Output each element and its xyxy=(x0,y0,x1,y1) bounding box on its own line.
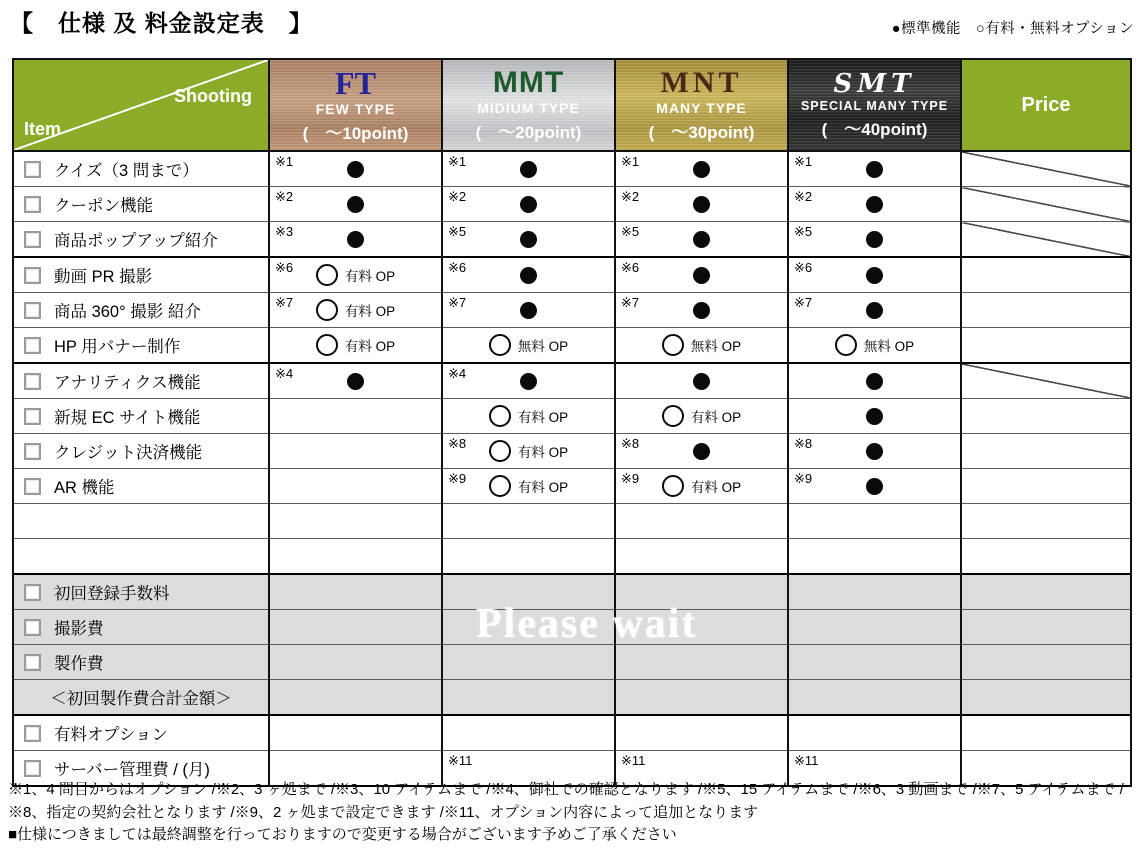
type-cell-mnt xyxy=(615,257,788,293)
type-cell-mmt xyxy=(442,469,615,504)
open-circle-icon xyxy=(662,475,684,497)
footnote-ref: ※5 xyxy=(794,224,813,239)
item-cell xyxy=(13,715,269,751)
type-cell-mmt xyxy=(442,645,615,680)
row-checkbox[interactable] xyxy=(24,231,41,248)
footnote-ref: ※5 xyxy=(621,224,640,239)
price-cell xyxy=(961,715,1131,751)
filled-circle-icon xyxy=(866,478,883,495)
footnote-ref: ※8 xyxy=(621,436,640,451)
corner-shooting-label: Shooting xyxy=(174,86,252,106)
filled-circle-icon xyxy=(866,408,883,425)
ft-point-range: ( ～10point) xyxy=(302,123,409,143)
filled-circle-icon xyxy=(693,196,710,213)
item-cell xyxy=(13,539,269,575)
table-row xyxy=(13,539,1131,575)
option-label: 無料 OP xyxy=(863,339,915,354)
item-cell xyxy=(13,680,269,716)
filled-circle-icon xyxy=(866,196,883,213)
row-checkbox[interactable] xyxy=(24,443,41,460)
row-label: クイズ（3 問まで） xyxy=(54,162,199,180)
footnote-ref: ※11 xyxy=(448,753,473,768)
row-checkbox[interactable] xyxy=(24,302,41,319)
option-label: 有料 OP xyxy=(517,480,569,495)
footnote-ref: ※8 xyxy=(794,436,813,451)
row-label: 動画 PR 撮影 xyxy=(54,268,153,286)
mnt-type-name: MANY TYPE xyxy=(656,99,747,116)
table-body xyxy=(13,151,1131,786)
filled-circle-icon xyxy=(520,267,537,284)
type-cell-smt xyxy=(788,469,961,504)
mmt-code-label: MMT xyxy=(492,65,565,99)
option-label: 有料 OP xyxy=(690,410,742,425)
type-cell-mmt xyxy=(442,680,615,716)
type-cell-mnt xyxy=(615,293,788,328)
type-cell-mnt xyxy=(615,399,788,434)
row-label: HP 用バナー制作 xyxy=(54,338,181,356)
type-cell-ft xyxy=(269,645,442,680)
type-cell-mnt xyxy=(615,328,788,364)
open-circle-icon xyxy=(662,405,684,427)
type-cell-mnt xyxy=(615,187,788,222)
row-label: クレジット決済機能 xyxy=(54,444,203,462)
row-checkbox[interactable] xyxy=(24,725,41,742)
footnote-ref: ※7 xyxy=(448,295,467,310)
footnote-ref: ※1 xyxy=(794,154,813,169)
footnote-ref: ※6 xyxy=(794,260,813,275)
footnote-ref: ※1 xyxy=(275,154,294,169)
table-row xyxy=(13,293,1131,328)
type-cell-mmt xyxy=(442,539,615,575)
type-cell-mmt xyxy=(442,434,615,469)
type-cell-ft xyxy=(269,293,442,328)
filled-circle-icon xyxy=(693,231,710,248)
footnote-notes: ※1、4 問目からはオプション /※2、3 ヶ処まで /※3、10 アイテムまで /※4、御社での確認となります /※5、15 アイテムまで /※6、3 動画まで /※7、5 アイテムまで /※8、指定の契約会社となります /※9、2 ヶ処まで設定できます /※11、オプション内容によって追加となります xyxy=(8,781,1124,821)
footnote-ref: ※2 xyxy=(621,189,640,204)
smt-point-range: ( ～40point) xyxy=(821,119,928,139)
filled-circle-icon xyxy=(347,373,364,390)
row-checkbox[interactable] xyxy=(24,619,41,636)
table-row xyxy=(13,222,1131,258)
item-cell xyxy=(13,610,269,645)
price-cell xyxy=(961,610,1131,645)
price-cell xyxy=(961,151,1131,187)
table-row xyxy=(13,715,1131,751)
type-cell-smt xyxy=(788,715,961,751)
type-cell-mnt xyxy=(615,680,788,716)
type-cell-mmt xyxy=(442,363,615,399)
row-checkbox[interactable] xyxy=(24,654,41,671)
mnt-code-label: MNT xyxy=(660,65,743,99)
legend-standard-option: ●標準機能 ○有料・無料オプション xyxy=(891,21,1134,37)
row-checkbox[interactable] xyxy=(24,196,41,213)
type-cell-ft xyxy=(269,151,442,187)
type-cell-ft xyxy=(269,680,442,716)
type-cell-smt xyxy=(788,539,961,575)
type-cell-ft xyxy=(269,715,442,751)
footnote-ref: ※2 xyxy=(275,189,294,204)
corner-item-label: Item xyxy=(24,119,62,139)
type-cell-mmt xyxy=(442,715,615,751)
type-cell-mnt xyxy=(615,715,788,751)
table-row xyxy=(13,504,1131,539)
table-row xyxy=(13,257,1131,293)
type-cell-smt xyxy=(788,151,961,187)
footnote-ref: ※5 xyxy=(448,224,467,239)
table-row xyxy=(13,187,1131,222)
row-label: 商品 360° 撮影 紹介 xyxy=(54,303,201,321)
footnote-ref: ※1 xyxy=(448,154,467,169)
footnote-ref: ※9 xyxy=(448,471,467,486)
table-row xyxy=(13,363,1131,399)
filled-circle-icon xyxy=(347,196,364,213)
type-cell-ft xyxy=(269,363,442,399)
filled-circle-icon xyxy=(693,267,710,284)
filled-circle-icon xyxy=(693,161,710,178)
type-cell-ft xyxy=(269,257,442,293)
price-cell xyxy=(961,222,1131,258)
footnote-disclaimer: ■仕様につきましては最終調整を行っておりますので変更する場合がございます予めご了承ください xyxy=(8,826,677,843)
filled-circle-icon xyxy=(866,373,883,390)
row-label: 新規 EC サイト機能 xyxy=(54,409,201,427)
footnote-ref: ※6 xyxy=(448,260,467,275)
row-label: 製作費 xyxy=(54,655,104,673)
price-cell xyxy=(961,434,1131,469)
price-cell xyxy=(961,469,1131,504)
option-label: 無料 OP xyxy=(517,339,569,354)
item-cell xyxy=(13,399,269,434)
type-cell-smt xyxy=(788,574,961,610)
type-cell-smt xyxy=(788,645,961,680)
price-cell xyxy=(961,363,1131,399)
filled-circle-icon xyxy=(866,302,883,319)
row-checkbox[interactable] xyxy=(24,161,41,178)
filled-circle-icon xyxy=(520,161,537,178)
type-cell-mmt xyxy=(442,187,615,222)
row-checkbox[interactable] xyxy=(24,373,41,390)
type-cell-ft xyxy=(269,434,442,469)
row-checkbox[interactable] xyxy=(24,408,41,425)
row-label: 初回登録手数料 xyxy=(54,585,170,603)
filled-circle-icon xyxy=(520,196,537,213)
item-cell xyxy=(13,293,269,328)
table-header xyxy=(13,59,1131,151)
filled-circle-icon xyxy=(520,302,537,319)
type-cell-ft xyxy=(269,610,442,645)
item-cell xyxy=(13,328,269,364)
footnote-ref: ※7 xyxy=(794,295,813,310)
smt-code-label: SMT xyxy=(833,68,916,99)
price-cell xyxy=(961,399,1131,434)
type-cell-mmt xyxy=(442,293,615,328)
type-cell-ft xyxy=(269,504,442,539)
row-label: クーポン機能 xyxy=(54,197,153,215)
type-cell-mnt xyxy=(615,539,788,575)
type-cell-smt xyxy=(788,187,961,222)
footnote-ref: ※4 xyxy=(275,366,294,381)
item-cell xyxy=(13,257,269,293)
type-cell-mnt xyxy=(615,469,788,504)
type-cell-ft xyxy=(269,187,442,222)
open-circle-icon xyxy=(316,264,338,286)
table-row xyxy=(13,151,1131,187)
type-cell-mmt xyxy=(442,504,615,539)
type-cell-mnt xyxy=(615,434,788,469)
type-cell-ft xyxy=(269,574,442,610)
filled-circle-icon xyxy=(866,161,883,178)
option-label: 有料 OP xyxy=(517,410,569,425)
table-row xyxy=(13,680,1131,716)
type-cell-smt xyxy=(788,504,961,539)
open-circle-icon xyxy=(489,405,511,427)
item-cell xyxy=(13,363,269,399)
option-label: 有料 OP xyxy=(517,445,569,460)
option-label: 有料 OP xyxy=(690,480,742,495)
mmt-point-range: ( ～20point) xyxy=(475,122,582,142)
type-cell-smt xyxy=(788,434,961,469)
please-wait-watermark: Please wait xyxy=(476,601,698,647)
row-label: AR 機能 xyxy=(54,479,115,497)
filled-circle-icon xyxy=(347,161,364,178)
open-circle-icon xyxy=(662,334,684,356)
type-cell-ft xyxy=(269,328,442,364)
item-cell xyxy=(13,504,269,539)
column-header-ft xyxy=(269,59,442,151)
footnote-ref: ※11 xyxy=(794,753,819,768)
footnote-ref: ※2 xyxy=(794,189,813,204)
table-row xyxy=(13,328,1131,364)
mmt-type-name: MIDIUM TYPE xyxy=(477,99,580,116)
column-header-mnt xyxy=(615,59,788,151)
footnote-ref: ※11 xyxy=(621,753,646,768)
type-cell-ft xyxy=(269,222,442,258)
type-cell-smt xyxy=(788,222,961,258)
filled-circle-icon xyxy=(520,373,537,390)
type-cell-mnt xyxy=(615,645,788,680)
footnote-ref: ※3 xyxy=(275,224,294,239)
corner-header-cell xyxy=(13,59,269,151)
type-cell-smt xyxy=(788,257,961,293)
item-cell xyxy=(13,151,269,187)
filled-circle-icon xyxy=(693,443,710,460)
spec-price-table xyxy=(12,58,1132,787)
option-label: 有料 OP xyxy=(344,304,396,319)
column-header-price: Price xyxy=(961,59,1131,151)
filled-circle-icon xyxy=(520,231,537,248)
type-cell-smt xyxy=(788,293,961,328)
option-label: 有料 OP xyxy=(344,339,396,354)
footnote-ref: ※6 xyxy=(621,260,640,275)
column-header-smt xyxy=(788,59,961,151)
filled-circle-icon xyxy=(866,231,883,248)
open-circle-icon xyxy=(489,475,511,497)
open-circle-icon xyxy=(316,299,338,321)
open-circle-icon xyxy=(316,334,338,356)
footnote-ref: ※7 xyxy=(275,295,294,310)
row-checkbox[interactable] xyxy=(24,337,41,354)
ft-type-name: FEW TYPE xyxy=(315,100,396,117)
type-cell-smt xyxy=(788,610,961,645)
type-cell-smt xyxy=(788,399,961,434)
filled-circle-icon xyxy=(347,231,364,248)
option-label: 有料 OP xyxy=(344,269,396,284)
type-cell-mnt xyxy=(615,363,788,399)
footnote-ref: ※8 xyxy=(448,436,467,451)
row-label: ＜初回製作費合計金額＞ xyxy=(50,690,232,708)
footnote-ref: ※2 xyxy=(448,189,467,204)
price-cell xyxy=(961,328,1131,364)
filled-circle-icon xyxy=(866,443,883,460)
row-checkbox[interactable] xyxy=(24,760,41,777)
footnote-ref: ※9 xyxy=(621,471,640,486)
page-title: 【 仕様 及 料金設定表 】 xyxy=(10,10,313,36)
row-label: アナリティクス機能 xyxy=(54,374,201,392)
filled-circle-icon xyxy=(693,373,710,390)
type-cell-mmt xyxy=(442,257,615,293)
item-cell xyxy=(13,187,269,222)
type-cell-ft xyxy=(269,469,442,504)
price-cell xyxy=(961,645,1131,680)
type-cell-ft xyxy=(269,399,442,434)
open-circle-icon xyxy=(835,334,857,356)
price-cell xyxy=(961,504,1131,539)
footnotes xyxy=(8,779,1136,847)
type-cell-mmt xyxy=(442,222,615,258)
table-row xyxy=(13,645,1131,680)
row-checkbox[interactable] xyxy=(24,267,41,284)
type-cell-ft xyxy=(269,539,442,575)
type-cell-mnt xyxy=(615,151,788,187)
row-label: 商品ポップアップ紹介 xyxy=(54,232,218,250)
row-checkbox[interactable] xyxy=(24,478,41,495)
filled-circle-icon xyxy=(866,267,883,284)
price-cell xyxy=(961,187,1131,222)
price-cell xyxy=(961,539,1131,575)
type-cell-mnt xyxy=(615,504,788,539)
item-cell xyxy=(13,469,269,504)
row-label: サーバー管理費 / (月) xyxy=(54,761,210,779)
type-cell-mmt xyxy=(442,151,615,187)
row-label: 撮影費 xyxy=(54,620,104,638)
item-cell xyxy=(13,574,269,610)
footnote-ref: ※9 xyxy=(794,471,813,486)
ft-code-label: FT xyxy=(335,64,376,101)
item-cell xyxy=(13,434,269,469)
table-row xyxy=(13,434,1131,469)
footnote-ref: ※7 xyxy=(621,295,640,310)
item-cell xyxy=(13,222,269,258)
footnote-ref: ※6 xyxy=(275,260,294,275)
type-cell-smt xyxy=(788,328,961,364)
type-cell-mnt xyxy=(615,222,788,258)
price-cell xyxy=(961,680,1131,716)
row-label: 有料オプション xyxy=(54,726,169,744)
option-label: 無料 OP xyxy=(690,339,742,354)
type-cell-mmt xyxy=(442,399,615,434)
table-row xyxy=(13,469,1131,504)
type-cell-mmt xyxy=(442,328,615,364)
price-cell xyxy=(961,293,1131,328)
open-circle-icon xyxy=(489,440,511,462)
type-cell-smt xyxy=(788,680,961,716)
smt-type-name: SPECIAL MANY TYPE xyxy=(800,98,949,113)
price-cell xyxy=(961,257,1131,293)
item-cell xyxy=(13,645,269,680)
table-row xyxy=(13,399,1131,434)
mnt-point-range: ( ～30point) xyxy=(648,122,755,142)
column-header-mmt xyxy=(442,59,615,151)
price-cell xyxy=(961,574,1131,610)
footnote-ref: ※1 xyxy=(621,154,640,169)
type-cell-smt xyxy=(788,363,961,399)
footnote-ref: ※4 xyxy=(448,366,467,381)
open-circle-icon xyxy=(489,334,511,356)
filled-circle-icon xyxy=(693,302,710,319)
row-checkbox[interactable] xyxy=(24,584,41,601)
